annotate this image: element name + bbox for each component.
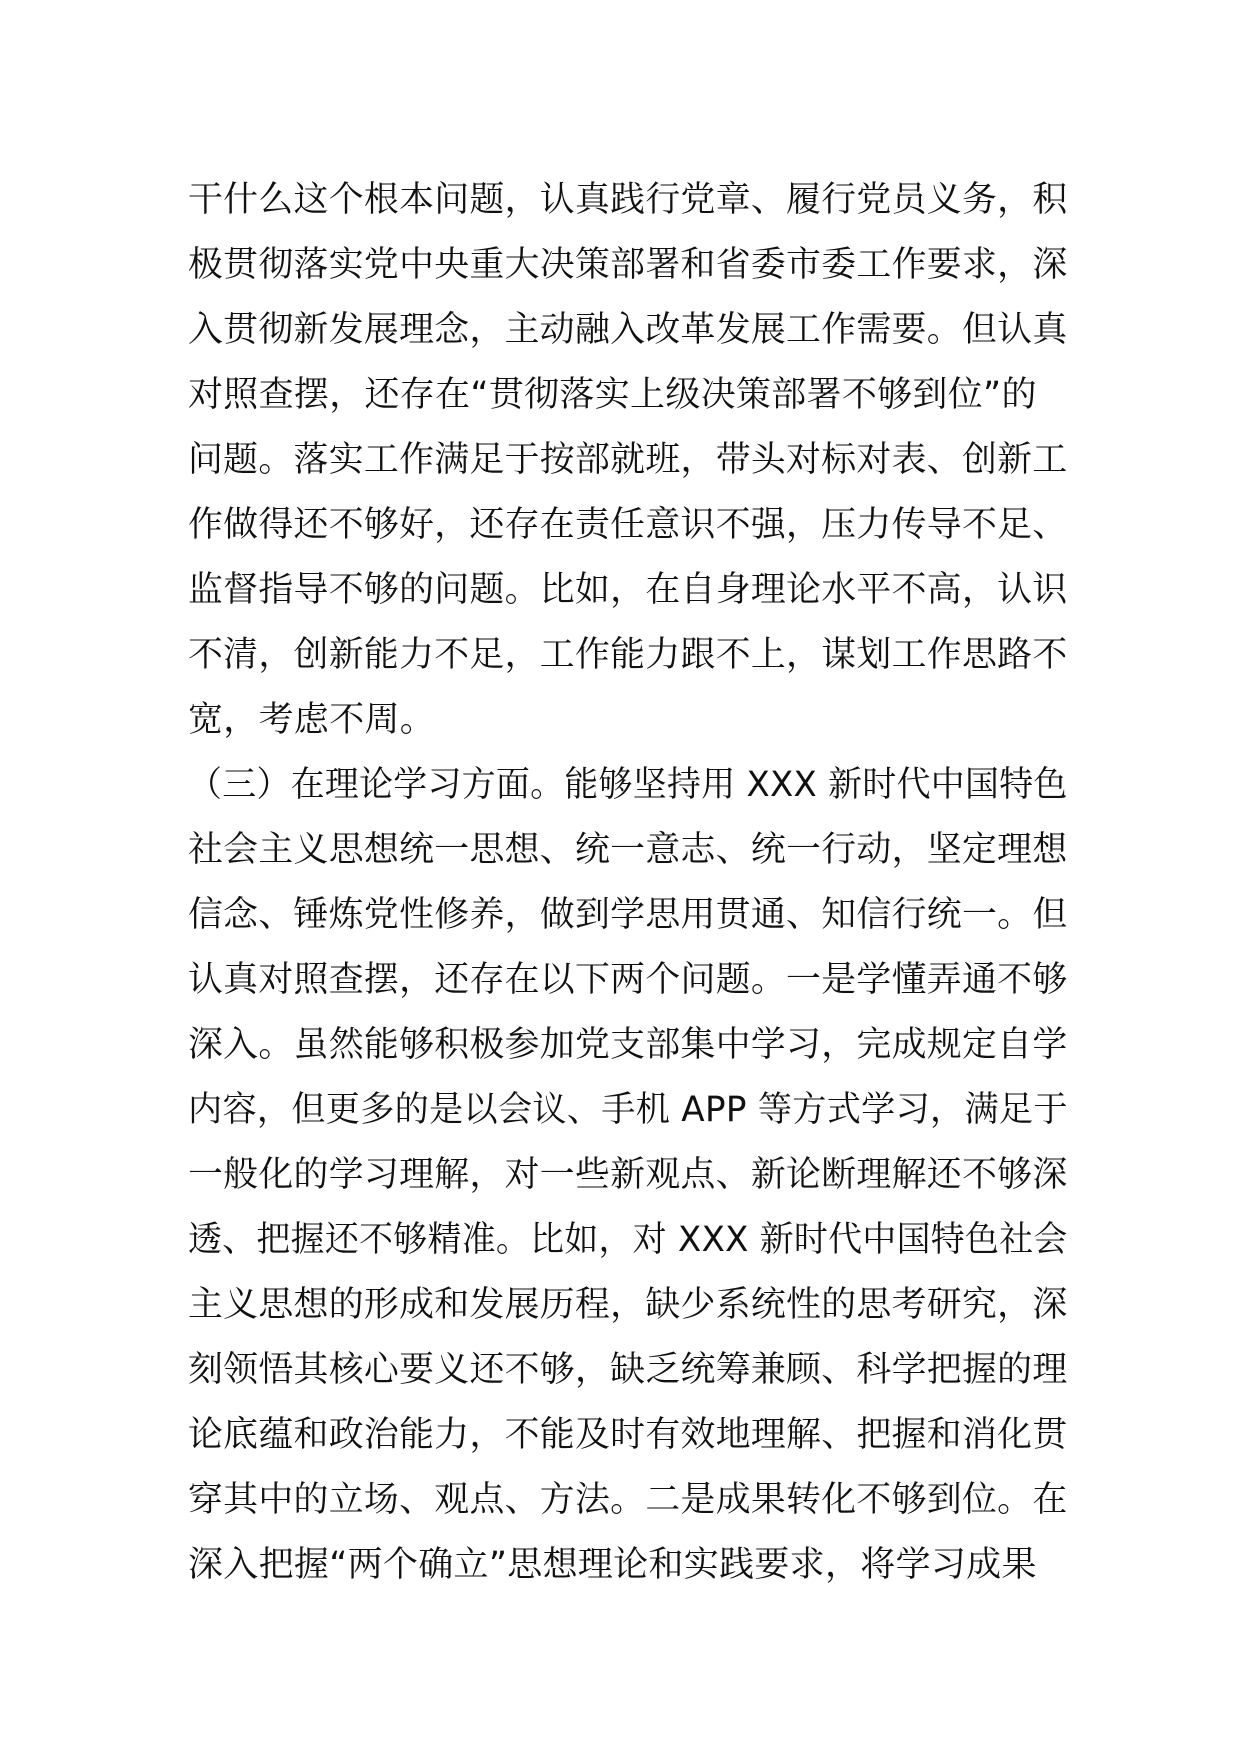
text-line: 宽，考虑不周。 bbox=[188, 700, 436, 740]
section-heading-line: （三）在理论学习方面。能够坚持用 XXX 新时代中国特色 bbox=[188, 765, 1068, 805]
text-line: 内容，但更多的是以会议、手机 APP 等方式学习，满足于 bbox=[188, 1090, 1068, 1130]
text-line: 认真对照查摆，还存在以下两个问题。一是学懂弄通不够 bbox=[188, 960, 1068, 1000]
text-line: 入贯彻新发展理念，主动融入改革发展工作需要。但认真 bbox=[188, 310, 1068, 350]
body-text bbox=[188, 168, 1068, 1598]
text-line: 一般化的学习理解，对一些新观点、新论断理解还不够深 bbox=[188, 1155, 1068, 1195]
text-line: 信念、锤炼党性修养，做到学思用贯通、知信行统一。但 bbox=[188, 895, 1068, 935]
text-line: 透、把握还不够精准。比如，对 XXX 新时代中国特色社会 bbox=[188, 1220, 1068, 1260]
text-line: 问题。落实工作满足于按部就班，带头对标对表、创新工 bbox=[188, 440, 1068, 480]
text-line: 对照查摆，还存在“贯彻落实上级决策部署不够到位”的 bbox=[188, 375, 1037, 415]
text-line: 社会主义思想统一思想、统一意志、统一行动，坚定理想 bbox=[188, 830, 1068, 870]
text-line: 主义思想的形成和发展历程，缺少系统性的思考研究，深 bbox=[188, 1285, 1068, 1325]
text-line: 极贯彻落实党中央重大决策部署和省委市委工作要求，深 bbox=[188, 245, 1068, 285]
text-line: 监督指导不够的问题。比如，在自身理论水平不高，认识 bbox=[188, 570, 1068, 610]
text-line: 不清，创新能力不足，工作能力跟不上，谋划工作思路不 bbox=[188, 635, 1068, 675]
text-line: 穿其中的立场、观点、方法。二是成果转化不够到位。在 bbox=[188, 1480, 1068, 1520]
text-line: 作做得还不够好，还存在责任意识不强，压力传导不足、 bbox=[188, 505, 1068, 545]
text-line: 论底蕴和政治能力，不能及时有效地理解、把握和消化贯 bbox=[188, 1415, 1068, 1455]
text-line: 干什么这个根本问题，认真践行党章、履行党员义务，积 bbox=[188, 180, 1068, 220]
text-line: 深入把握“两个确立”思想理论和实践要求，将学习成果 bbox=[188, 1545, 1037, 1585]
text-line: 刻领悟其核心要义还不够，缺乏统筹兼顾、科学把握的理 bbox=[188, 1350, 1068, 1390]
text-line: 深入。虽然能够积极参加党支部集中学习，完成规定自学 bbox=[188, 1025, 1068, 1065]
